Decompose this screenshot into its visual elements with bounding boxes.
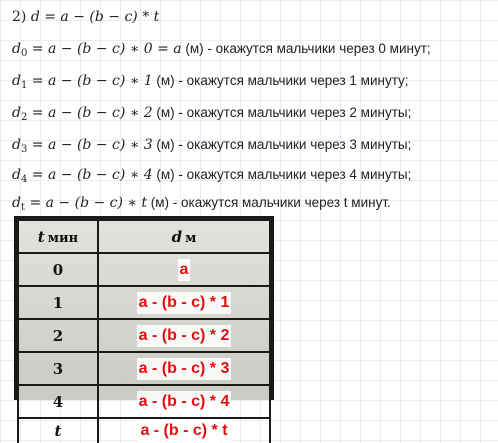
table-row: [18, 418, 270, 443]
var: d: [12, 41, 21, 57]
explanation: (м) - окажутся мальчики через 4 минуты;: [152, 167, 412, 182]
expression: = a − (b − c) ∗ t: [25, 195, 148, 211]
header-distance: [98, 220, 270, 253]
explanation: (м) - окажутся мальчики через 3 минуты;: [152, 137, 412, 152]
distance-formula: a - (b - c) * t: [138, 420, 229, 442]
distance-formula: a - (b - c) * 1: [137, 292, 232, 314]
var: d: [12, 195, 21, 211]
var: d: [12, 105, 21, 121]
distance-formula: a - (b - c) * 3: [137, 358, 232, 380]
table-row: [18, 352, 270, 385]
expression: = a − (b − c) ∗ 1: [27, 73, 153, 89]
formula-line-2: [12, 104, 411, 127]
table-row: [18, 385, 270, 418]
time-cell: 0: [18, 253, 98, 286]
header-distance-var: d: [171, 227, 183, 246]
distance-cell: [98, 418, 270, 443]
header-time-unit: мин: [47, 230, 79, 246]
subscript: 2: [20, 112, 28, 123]
expression: = a − (b − c) ∗ 4: [27, 167, 153, 183]
formula-line-3: [12, 136, 411, 159]
task-header: [12, 8, 159, 26]
time-cell: t: [18, 418, 98, 443]
subscript: 1: [20, 80, 28, 91]
table-header-row: [18, 220, 270, 253]
expression: = a − (b − c) ∗ 3: [27, 137, 153, 153]
main-formula: d = a − (b − c) * t: [30, 9, 160, 25]
subscript: 0: [20, 48, 28, 59]
header-time: [18, 220, 98, 253]
time-cell: 2: [18, 319, 98, 352]
subscript: 4: [20, 174, 28, 185]
explanation: (м) - окажутся мальчики через 0 минут;: [181, 41, 431, 56]
distance-cell: [98, 385, 270, 418]
header-distance-unit: м: [185, 230, 197, 246]
time-cell: 4: [18, 385, 98, 418]
formula-line-0: [12, 40, 431, 63]
distance-formula: a - (b - c) * 4: [137, 391, 232, 413]
subscript: t: [20, 202, 25, 213]
task-number: 2): [12, 9, 27, 25]
distance-cell: [98, 286, 270, 319]
distance-formula: a: [178, 259, 191, 281]
subscript: 3: [20, 144, 28, 155]
explanation: (м) - окажутся мальчики через 2 минуты;: [152, 105, 412, 120]
formula-line-4: [12, 166, 411, 189]
time-cell: 1: [18, 286, 98, 319]
expression: = a − (b − c) ∗ 0 = a: [27, 41, 182, 57]
var: d: [12, 167, 21, 183]
distance-table: [14, 216, 274, 440]
table-grid: [17, 219, 271, 443]
explanation: (м) - окажутся мальчики через 1 минуту;: [152, 73, 409, 88]
distance-cell: [98, 319, 270, 352]
distance-cell: [98, 253, 270, 286]
var: d: [12, 73, 21, 89]
expression: = a − (b − c) ∗ 2: [27, 105, 153, 121]
header-time-var: t: [37, 227, 45, 246]
formula-line-t: [12, 194, 391, 217]
distance-formula: a - (b - c) * 2: [137, 325, 232, 347]
formula-line-1: [12, 72, 409, 95]
table-row: [18, 286, 270, 319]
table-row: [18, 253, 270, 286]
var: d: [12, 137, 21, 153]
time-cell: 3: [18, 352, 98, 385]
explanation: (м) - окажутся мальчики через t минут.: [147, 195, 391, 210]
distance-cell: [98, 352, 270, 385]
table-row: [18, 319, 270, 352]
